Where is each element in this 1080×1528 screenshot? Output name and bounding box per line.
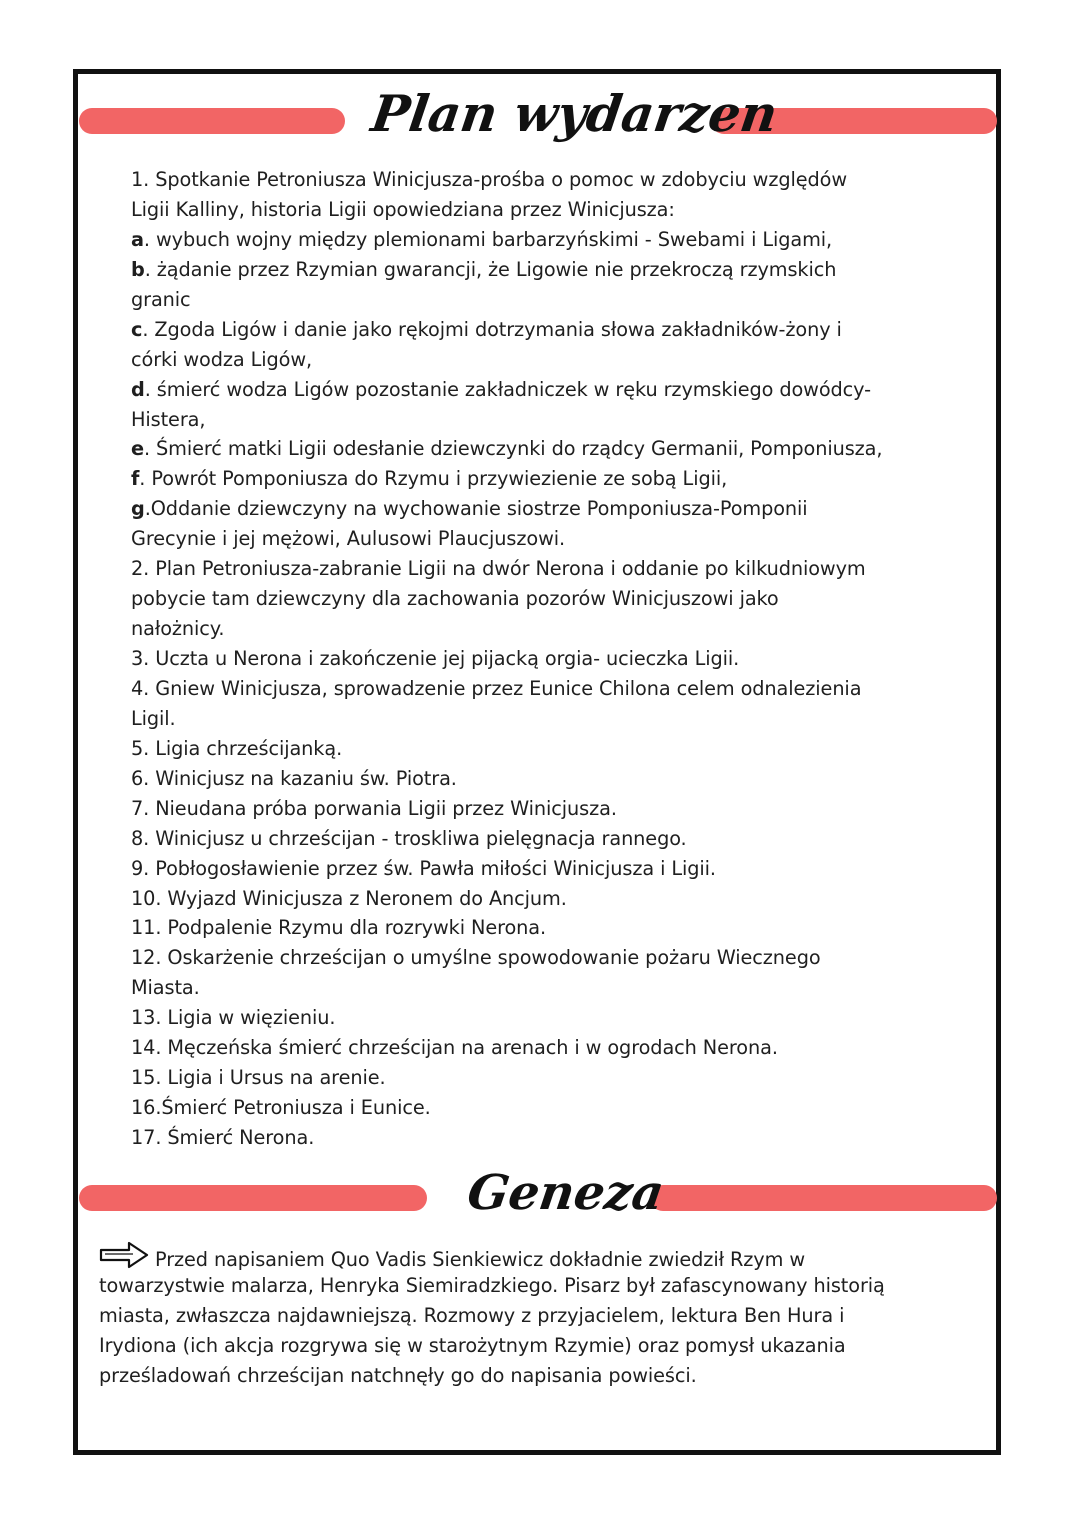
plan-line (131, 884, 951, 914)
plan-line-text: Ligii Kalliny, historia Ligii opowiedziana przez Winicjusza: (131, 197, 675, 221)
plan-line-text: .Oddanie dziewczyny na wychowanie siostrze Pomponiusza-Pomponii (144, 497, 808, 521)
plan-line-text: . żądanie przez Rzymian gwarancji, że Ligowie nie przekroczą rzymskich (144, 257, 837, 281)
geneza-line (99, 1241, 979, 1271)
plan-line (131, 1093, 951, 1123)
plan-line (131, 674, 951, 704)
plan-line-text: 6. Winicjusz na kazaniu św. Piotra. (131, 766, 457, 790)
plan-line-text: Miasta. (131, 976, 200, 1000)
plan-line (131, 554, 951, 584)
plan-line (131, 255, 951, 285)
plan-line (131, 494, 951, 524)
plan-line (131, 405, 951, 435)
arrow-right-icon (99, 1241, 149, 1269)
decorative-bar-left-geneza (79, 1185, 427, 1211)
plan-line-text: pobycie tam dziewczyny dla zachowania pozorów Winicjuszowi jako (131, 587, 779, 611)
plan-line-text: 14. Męczeńska śmierć chrześcijan na arenach i w ogrodach Nerona. (131, 1036, 778, 1060)
plan-line-text: Ligil. (131, 706, 176, 730)
plan-line-text: . wybuch wojny między plemionami barbarzyńskimi - Swebami i Ligami, (143, 227, 833, 251)
plan-line-text: 16.Śmierć Petroniusza i Eunice. (131, 1096, 431, 1120)
plan-line-text: 2. Plan Petroniusza-zabranie Ligii na dwór Nerona i oddanie po kilkudniowym (131, 557, 866, 581)
plan-title: Plan wydarzen (367, 84, 782, 143)
plan-line (131, 824, 951, 854)
geneza-line-text: Przed napisaniem Quo Vadis Sienkiewicz dokładnie zwiedził Rzym w (155, 1248, 806, 1271)
geneza-title: Geneza (464, 1165, 668, 1221)
plan-line-text: 3. Uczta u Nerona i zakończenie jej pijacką orgia- ucieczka Ligii. (131, 647, 740, 670)
plan-line (131, 943, 951, 973)
plan-line-text: 10. Wyjazd Winicjusza z Neronem do Ancjum. (131, 886, 567, 910)
decorative-bar-right-geneza (650, 1185, 997, 1211)
plan-line (131, 165, 951, 195)
plan-line-text: 9. Pobłogosławienie przez św. Pawła miłości Winicjusza i Ligii. (131, 856, 716, 880)
plan-line-text: 1. Spotkanie Petroniusza Winicjusza-prośba o pomoc w zdobyciu względów (131, 168, 848, 191)
plan-line (131, 1033, 951, 1063)
plan-line-text: 15. Ligia i Ursus na arenie. (131, 1066, 386, 1090)
plan-line (131, 913, 951, 943)
geneza-line: Irydiona (ich akcja rozgrywa się w starożytnym Rzymie) oraz pomysł ukazania (99, 1333, 846, 1357)
plan-line-marker: c (131, 317, 143, 341)
plan-line (131, 764, 951, 794)
plan-line (131, 375, 951, 405)
plan-line-marker: b (131, 257, 145, 281)
plan-line-text: . śmierć wodza Ligów pozostanie zakładniczek w ręku rzymskiego dowódcy- (144, 377, 871, 401)
plan-line-text: 13. Ligia w więzieniu. (131, 1006, 336, 1030)
plan-line (131, 285, 951, 315)
plan-line (131, 614, 951, 644)
plan-line-text: 12. Oskarżenie chrześcijan o umyślne spowodowanie pożaru Wiecznego (131, 946, 821, 970)
plan-line (131, 195, 951, 225)
plan-line-text: 7. Nieudana próba porwania Ligii przez Winicjusza. (131, 796, 617, 820)
plan-line (131, 794, 951, 824)
plan-line (131, 644, 951, 674)
plan-line (131, 315, 951, 345)
plan-line (131, 704, 951, 734)
plan-line (131, 1063, 951, 1093)
plan-line (131, 584, 951, 614)
plan-line (131, 1003, 951, 1033)
geneza-paragraph (99, 1241, 979, 1391)
plan-line-text: . Śmierć matki Ligii odesłanie dziewczynki do rządcy Germanii, Pomponiusza, (143, 437, 883, 461)
plan-line (131, 1123, 951, 1153)
plan-line (131, 464, 951, 494)
plan-line-text: . Powrót Pomponiusza do Rzymu i przywiezienie ze sobą Ligii, (139, 467, 728, 491)
plan-line-marker: e (131, 437, 144, 461)
geneza-line: prześladowań chrześcijan natchnęły go do napisania powieści. (99, 1363, 697, 1387)
plan-line-text: granic (131, 287, 191, 311)
plan-line (131, 345, 951, 375)
plan-line-marker: a (131, 227, 144, 251)
plan-line-text: . Zgoda Ligów i danie jako rękojmi dotrzymania słowa zakładników-żony i (142, 317, 842, 341)
plan-line-marker: g (131, 497, 145, 521)
plan-line-marker: f (131, 467, 140, 491)
plan-line-text: 11. Podpalenie Rzymu dla rozrywki Nerona. (131, 916, 547, 940)
plan-line-text: 8. Winicjusz u chrześcijan - troskliwa pielęgnacja rannego. (131, 826, 687, 850)
plan-line-text: Histera, (131, 407, 206, 431)
plan-line (131, 973, 951, 1003)
plan-line-text: córki wodza Ligów, (131, 347, 313, 371)
plan-line (131, 434, 951, 464)
geneza-line: miasta, zwłaszcza najdawniejszą. Rozmowy z przyjacielem, lektura Ben Hura i (99, 1303, 845, 1327)
geneza-line: towarzystwie malarza, Henryka Siemiradzkiego. Pisarz był zafascynowany historią (99, 1273, 885, 1297)
decorative-bar-left-plan (79, 108, 345, 134)
plan-line-text: nałożnicy. (131, 617, 225, 641)
plan-line-marker: d (131, 377, 145, 401)
plan-line (131, 854, 951, 884)
plan-line-text: 5. Ligia chrześcijanką. (131, 736, 343, 760)
plan-list (131, 165, 951, 1153)
plan-line (131, 524, 951, 554)
plan-line-text: Grecynie i jej mężowi, Aulusowi Plaucjuszowi. (131, 527, 566, 551)
plan-line (131, 225, 951, 255)
plan-line-text: 4. Gniew Winicjusza, sprowadzenie przez Eunice Chilona celem odnalezienia (131, 676, 862, 700)
plan-line-text: 17. Śmierć Nerona. (131, 1126, 315, 1149)
plan-line (131, 734, 951, 764)
